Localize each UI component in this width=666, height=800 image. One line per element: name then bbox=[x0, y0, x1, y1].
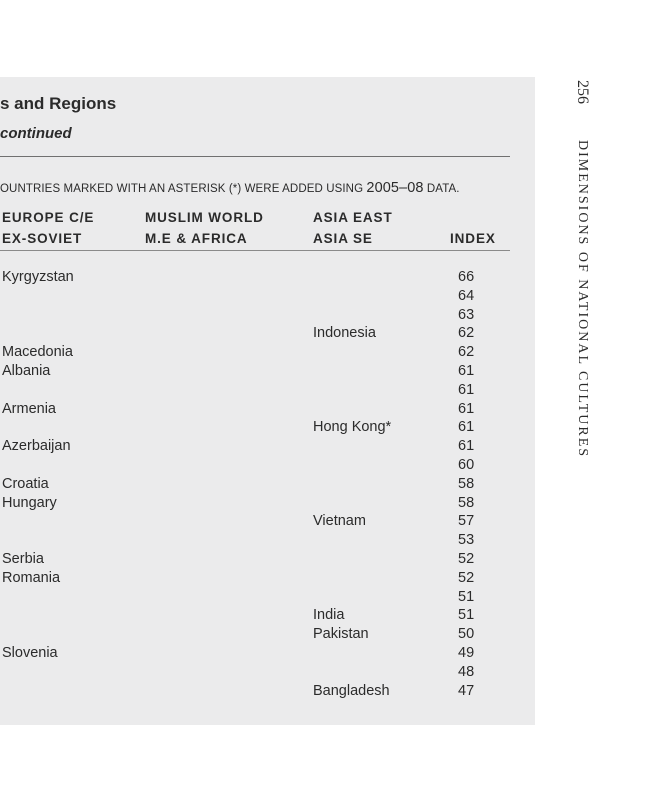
table-row bbox=[0, 531, 510, 550]
cell-asia: Bangladesh bbox=[313, 682, 390, 699]
top-rule bbox=[0, 156, 510, 157]
cell-europe: Serbia bbox=[2, 551, 44, 567]
cell-index: 63 bbox=[458, 306, 475, 323]
header-rule bbox=[0, 250, 510, 251]
table-row bbox=[0, 287, 510, 306]
table-row bbox=[0, 682, 510, 701]
table-row bbox=[0, 550, 510, 569]
cell-index: 62 bbox=[458, 344, 475, 361]
table-subtitle: continued bbox=[0, 125, 72, 142]
cell-europe: Armenia bbox=[2, 400, 56, 417]
cell-europe: Albania bbox=[2, 363, 51, 379]
cell-asia: Indonesia bbox=[313, 325, 376, 342]
table-row bbox=[0, 475, 510, 494]
cell-europe: Azerbaijan bbox=[2, 438, 71, 455]
cell-europe: Croatia bbox=[2, 475, 49, 492]
table-row bbox=[0, 437, 510, 456]
table-row bbox=[0, 362, 510, 381]
cell-index: 49 bbox=[458, 645, 475, 661]
cell-index: 53 bbox=[458, 532, 475, 549]
table-row bbox=[0, 418, 510, 437]
table-row bbox=[0, 606, 510, 625]
cell-europe: Macedonia bbox=[2, 344, 73, 361]
table-row bbox=[0, 663, 510, 682]
column-header-index bbox=[450, 207, 496, 249]
cell-index: 66 bbox=[458, 269, 475, 285]
cell-europe: Kyrgyzstan bbox=[2, 269, 74, 285]
cell-index: 52 bbox=[458, 569, 475, 586]
cell-index: 61 bbox=[458, 363, 475, 379]
column-header-muslim-line1: MUSLIM WORLD bbox=[145, 210, 264, 225]
cell-index: 64 bbox=[458, 287, 475, 304]
cell-index: 52 bbox=[458, 551, 475, 567]
cell-index: 62 bbox=[458, 325, 475, 342]
table-row bbox=[0, 494, 510, 513]
column-header-europe-line1: EUROPE C/E bbox=[2, 210, 95, 225]
cell-index: 61 bbox=[458, 419, 475, 436]
table-row bbox=[0, 400, 510, 419]
cell-asia: Hong Kong* bbox=[313, 419, 392, 436]
table-row bbox=[0, 268, 510, 287]
column-header-europe bbox=[2, 207, 94, 249]
table-row bbox=[0, 588, 510, 607]
cell-asia: India bbox=[313, 607, 345, 624]
table-row bbox=[0, 512, 510, 531]
column-header-asia-line2: ASIA SE bbox=[313, 231, 373, 246]
table-note bbox=[0, 180, 460, 196]
cell-europe: Slovenia bbox=[2, 645, 58, 661]
table-row bbox=[0, 456, 510, 475]
note-years: 2005–08 bbox=[366, 180, 424, 196]
table-row bbox=[0, 343, 510, 362]
cell-index: 51 bbox=[458, 588, 475, 605]
page-number: 256 bbox=[574, 80, 591, 104]
cell-asia: Pakistan bbox=[313, 626, 369, 643]
table-row bbox=[0, 306, 510, 325]
cell-index: 58 bbox=[458, 475, 475, 492]
table-row bbox=[0, 625, 510, 644]
cell-index: 50 bbox=[458, 626, 475, 643]
table-row bbox=[0, 644, 510, 663]
cell-index: 48 bbox=[458, 663, 475, 680]
column-header-asia bbox=[313, 207, 393, 249]
cell-index: 58 bbox=[458, 494, 475, 511]
running-head: DIMENSIONS OF NATIONAL CULTURES bbox=[575, 140, 590, 459]
cell-index: 60 bbox=[458, 457, 475, 473]
cell-europe: Romania bbox=[2, 569, 61, 586]
table-title: s and Regions bbox=[0, 94, 117, 113]
table-row bbox=[0, 381, 510, 400]
cell-index: 51 bbox=[458, 607, 475, 624]
cell-asia: Vietnam bbox=[313, 513, 366, 530]
note-prefix: OUNTRIES MARKED WITH AN ASTERISK (*) WERE ADDED USING bbox=[0, 183, 367, 195]
cell-europe: Hungary bbox=[2, 494, 57, 511]
cell-index: 57 bbox=[458, 513, 475, 530]
cell-index: 61 bbox=[458, 381, 475, 398]
column-header-asia-line1: ASIA EAST bbox=[313, 210, 393, 225]
table-row bbox=[0, 324, 510, 343]
column-header-europe-line2: EX-SOVIET bbox=[2, 231, 83, 246]
column-header-index-line2: INDEX bbox=[450, 231, 496, 246]
table-row bbox=[0, 569, 510, 588]
note-suffix: DATA. bbox=[423, 183, 460, 195]
column-header-muslim-world bbox=[145, 207, 264, 249]
cell-index: 61 bbox=[458, 438, 475, 455]
column-header-index-line1 bbox=[450, 207, 496, 228]
column-header-muslim-line2: M.E & AFRICA bbox=[145, 231, 248, 246]
cell-index: 61 bbox=[458, 400, 475, 417]
cell-index: 47 bbox=[458, 682, 475, 699]
